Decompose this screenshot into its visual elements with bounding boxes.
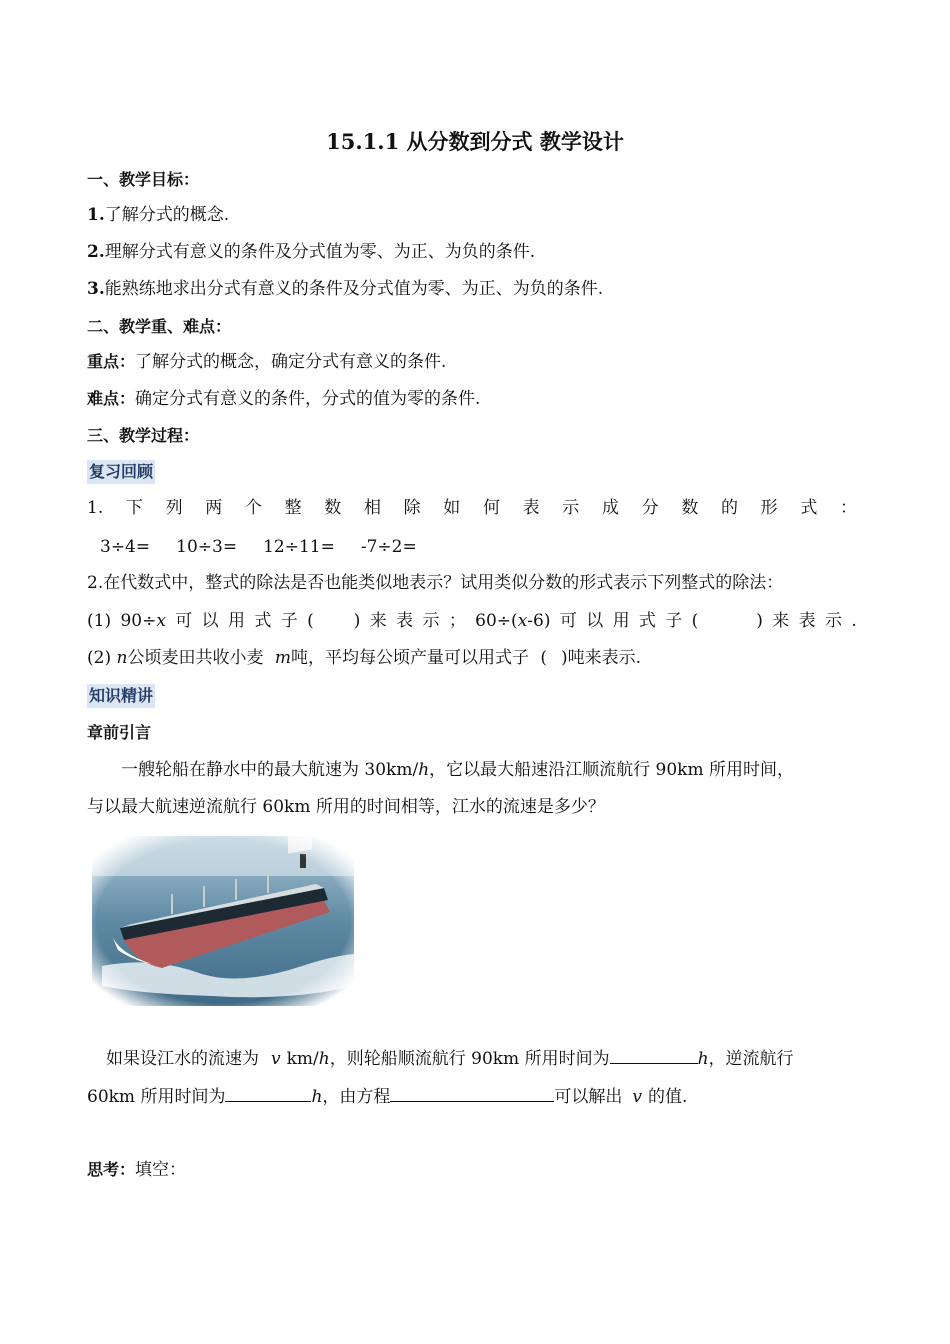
word: 来 xyxy=(369,611,387,631)
question-char: 成 xyxy=(601,498,619,518)
division-expression: -7÷2= xyxy=(360,537,417,557)
word: ； xyxy=(448,611,466,631)
question-char: 除 xyxy=(403,498,421,518)
blank-upstream-time[interactable] xyxy=(225,1083,311,1102)
difficulty-text: 确定分式有意义的条件，分式的值为零的条件. xyxy=(135,389,481,409)
division-expression-2: 60÷(x-6) xyxy=(475,611,551,631)
review-question-2-part-1 xyxy=(87,609,857,633)
word: 用 xyxy=(228,611,246,631)
answer-paren-3[interactable]: ( )吨来表示. xyxy=(540,648,642,668)
objective-text: 理解分式有意义的条件及分式值为零、为正、为负的条件. xyxy=(104,242,536,262)
think-line xyxy=(87,1158,186,1182)
cargo-ship-image xyxy=(92,836,354,1006)
word: 可 xyxy=(175,611,193,631)
objective-item-1 xyxy=(87,203,229,227)
word: 表 xyxy=(798,611,816,631)
objective-text: 了解分式的概念. xyxy=(104,205,230,225)
variable-n: n xyxy=(116,648,128,668)
page-title: 15.1.1 从分数到分式 教学设计 xyxy=(326,129,624,154)
word: 子 xyxy=(665,611,683,631)
review-question-2: 2.在代数式中，整式的除法是否也能类似地表示？试用类似分数的形式表示下列整式的除法： xyxy=(87,573,784,593)
question-char: 示 xyxy=(562,498,580,518)
question-char: 分 xyxy=(641,498,659,518)
variable-m: m xyxy=(274,648,291,668)
question-char: 两 xyxy=(205,498,223,518)
part-label: (1) xyxy=(87,611,112,631)
review-question-1 xyxy=(87,496,857,520)
difficulty-label: 难点： xyxy=(87,389,136,408)
question-char: 形 xyxy=(760,498,778,518)
answer-paren-2[interactable]: ( ) xyxy=(691,611,763,631)
exercise-line-1: 如果设江水的流速为 v km/h，则轮船顺流航行 90km 所用时间为 h，逆流航行 xyxy=(106,1045,794,1071)
review-tag: 复习回顾 xyxy=(87,460,155,484)
question-text: 吨，平均每公顷产量可以用式子 xyxy=(290,648,529,668)
question-char: 何 xyxy=(482,498,500,518)
question-char: 列 xyxy=(165,498,183,518)
word: . xyxy=(851,611,857,631)
question-char: 式 xyxy=(800,498,818,518)
word: 表 xyxy=(396,611,414,631)
objective-number: 3. xyxy=(87,279,105,299)
review-q1-expressions xyxy=(100,535,417,559)
difficulty-line xyxy=(87,387,480,411)
word: 可 xyxy=(559,611,577,631)
objective-number: 2. xyxy=(87,242,105,262)
section-heading-key-points: 二、教学重、难点： xyxy=(87,317,232,336)
question-char: 数 xyxy=(681,498,699,518)
question-char: 如 xyxy=(443,498,461,518)
word: 示 xyxy=(422,611,440,631)
objective-number: 1. xyxy=(87,205,105,225)
division-expression: 3÷4= xyxy=(100,537,151,557)
think-label: 思考： xyxy=(87,1160,136,1179)
section-heading-objectives: 一、教学目标： xyxy=(87,170,200,189)
word: 子 xyxy=(280,611,298,631)
question-char: 下 xyxy=(125,498,143,518)
question-char: 相 xyxy=(363,498,381,518)
question-number: 1. xyxy=(87,498,104,518)
review-question-2-part-2 xyxy=(87,646,641,670)
division-expression: 10÷3= xyxy=(176,537,238,557)
blank-downstream-time[interactable] xyxy=(610,1045,698,1064)
question-char: 数 xyxy=(324,498,342,518)
think-text: 填空： xyxy=(135,1160,187,1180)
part-label: (2) xyxy=(87,648,112,668)
division-expression-1: 90÷x xyxy=(120,611,166,631)
exercise-line-2: 60km 所用时间为 h，由方程 可以解出 v 的值. xyxy=(87,1083,687,1109)
intro-paragraph-line-1: 一艘轮船在静水中的最大航速为 30km/h，它以最大船速沿江顺流航行 90km 所用时间， xyxy=(121,760,795,780)
question-text: 公顷麦田共收小麦 xyxy=(127,648,264,668)
section-heading-process: 三、教学过程： xyxy=(87,426,200,445)
intro-paragraph-line-2: 与以最大航速逆流航行 60km 所用的时间相等，江水的流速是多少？ xyxy=(87,797,605,817)
key-point-label: 重点： xyxy=(87,352,136,371)
key-point-line xyxy=(87,350,446,374)
word: 以 xyxy=(586,611,604,631)
question-char: 整 xyxy=(284,498,302,518)
word: 示 xyxy=(825,611,842,631)
question-char: 的 xyxy=(720,498,738,518)
word: 式 xyxy=(638,611,656,631)
key-point-text: 了解分式的概念，确定分式有意义的条件. xyxy=(135,352,447,372)
blank-equation[interactable] xyxy=(390,1083,554,1102)
word: 式 xyxy=(254,611,272,631)
question-char: ： xyxy=(840,498,857,518)
division-expression: 12÷11= xyxy=(263,537,335,557)
question-char: 表 xyxy=(522,498,540,518)
answer-paren-1[interactable]: ( ) xyxy=(307,611,361,631)
chapter-intro-heading: 章前引言 xyxy=(87,723,152,742)
word: 来 xyxy=(772,611,790,631)
ship-illustration xyxy=(92,836,354,1006)
knowledge-tag: 知识精讲 xyxy=(87,684,155,708)
review-tag-line xyxy=(87,460,155,484)
objective-item-2 xyxy=(87,240,535,264)
objective-text: 能熟练地求出分式有意义的条件及分式值为零、为正、为负的条件. xyxy=(104,279,604,299)
word: 用 xyxy=(612,611,630,631)
objective-item-3 xyxy=(87,277,603,301)
word: 以 xyxy=(201,611,219,631)
knowledge-tag-line xyxy=(87,684,155,708)
question-char: 个 xyxy=(244,498,262,518)
